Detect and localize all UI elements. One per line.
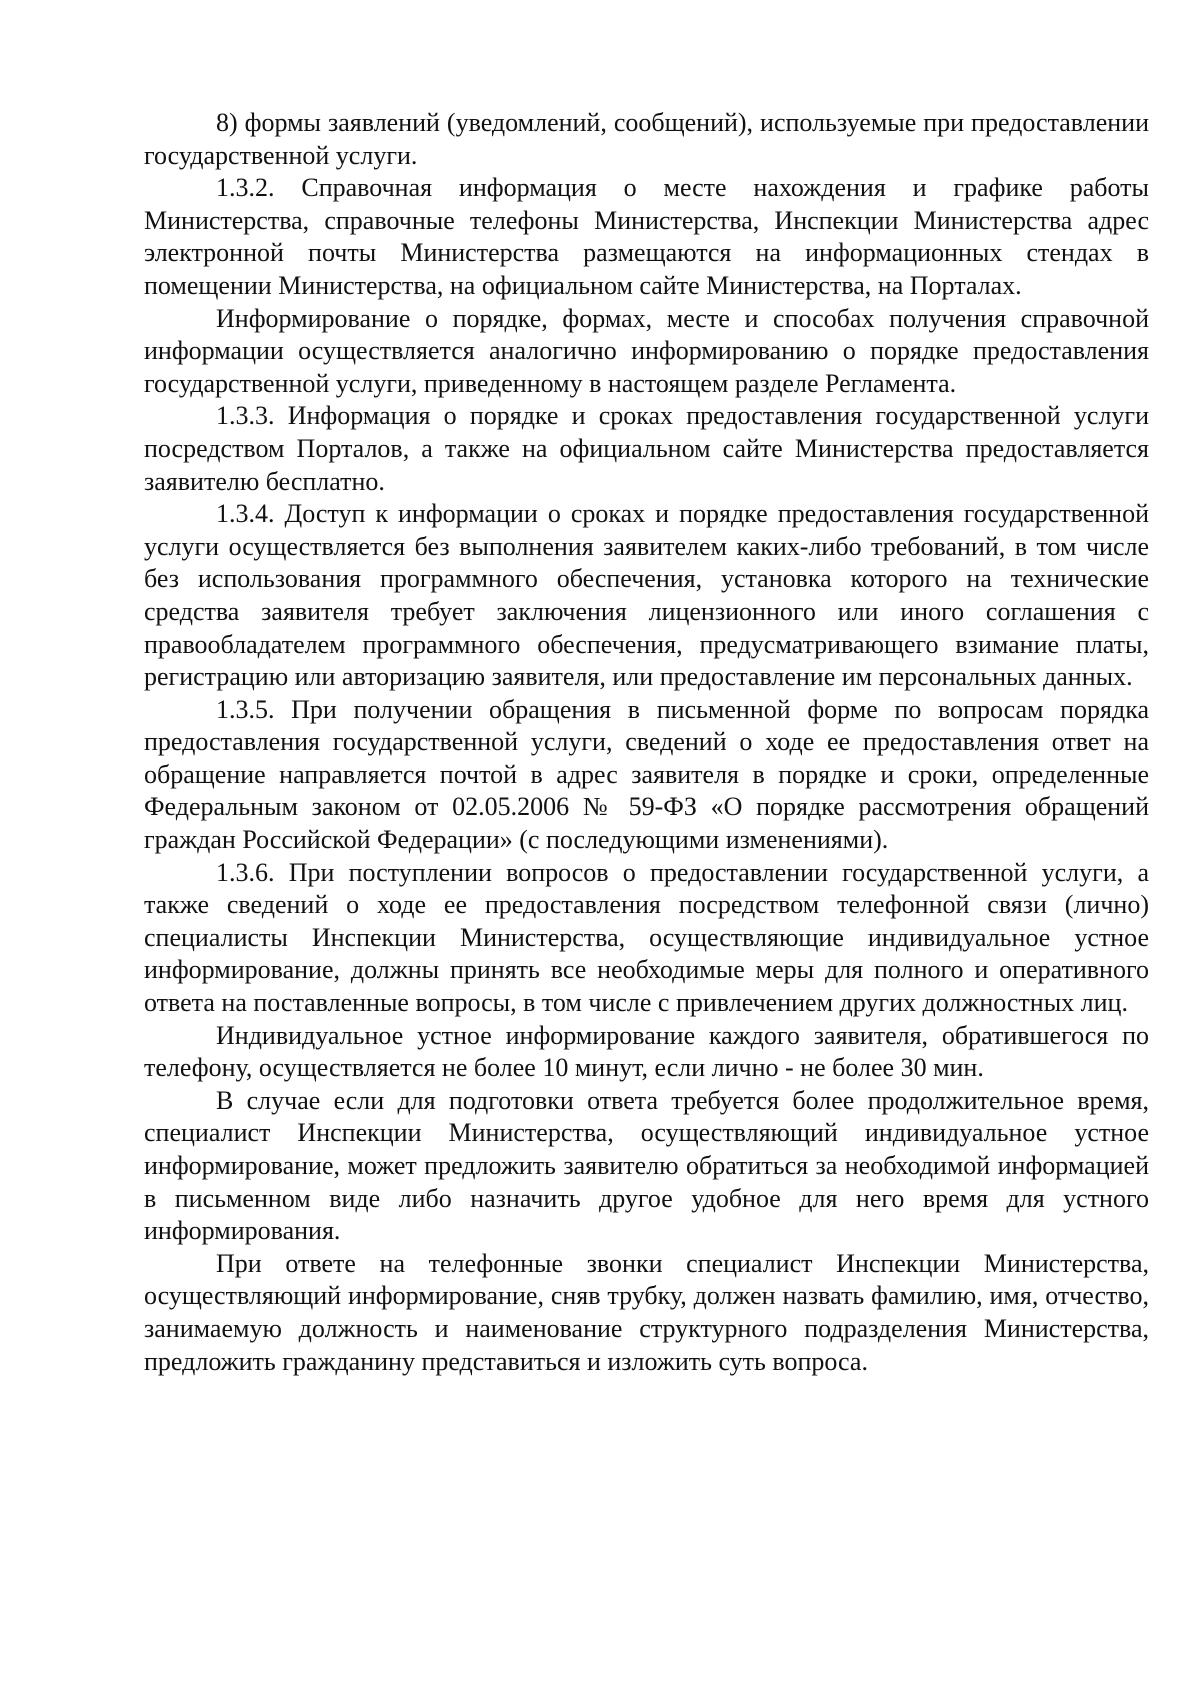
paragraph-phone-answer: При ответе на телефонные звонки специалист Инспекции Министерства, осуществляющий информирование, сняв трубку, должен назвать фамилию, имя, отчество, занимаемую должность и наименование структурного подразделения Министерства, предложить гражданину представиться и изложить суть вопроса. <box>144 1248 1149 1376</box>
paragraph-1-3-2: 1.3.2. Справочная информация о месте нахождения и графике работы Министерства, справочные телефоны Министерства, Инспекции Министерства адрес электронной почты Министерства размещаются на информационных стендах в помещении Министерства, на официальном сайте Министерства, на Порталах. <box>144 173 1149 300</box>
paragraph-individual-informing: Индивидуальное устное информирование каждого заявителя, обратившегося по телефону, осуществляется не более 10 минут, если лично - не более 30 мин. <box>144 1020 1149 1083</box>
paragraph-1-3-6: 1.3.6. При поступлении вопросов о предоставлении государственной услуги, а также сведений о ходе ее предоставления посредством телефонной связи (лично) специалисты Инспекции Министерства, осуществляющие индивидуальное устное информирование, должны принять все необходимые меры для полного и оперативного ответа на поставленные вопросы, в том числе с привлечением других должностных лиц. <box>144 857 1149 1018</box>
paragraph-1-3-5: 1.3.5. При получении обращения в письменной форме по вопросам порядка предоставления государственной услуги, сведений о ходе ее предоставления ответ на обращение направляется почтой в адрес заявителя в порядке и сроки, определенные Федеральным законом от 02.05.2006 № 59-ФЗ «О порядке рассмотрения обращений граждан Российской Федерации» (с последующими изменениями). <box>144 694 1149 855</box>
document-page <box>144 107 1149 1378</box>
paragraph-informing: Информирование о порядке, формах, месте и способах получения справочной информации осуществляется аналогично информированию о порядке предоставления государственной услуги, приведенному в настоящем разделе Регламента. <box>144 303 1149 398</box>
paragraph-item-8-forms: 8) формы заявлений (уведомлений, сообщений), используемые при предоставлении государственной услуги. <box>144 108 1149 170</box>
paragraph-longer-preparation: В случае если для подготовки ответа требуется более продолжительное время, специалист Инспекции Министерства, осуществляющий индивидуальное устное информирование, может предложить заявителю обратиться за необходимой информацией в письменном виде либо назначить другое удобное для него время для устного информирования. <box>144 1085 1149 1246</box>
paragraph-1-3-3: 1.3.3. Информация о порядке и сроках предоставления государственной услуги посредством Порталов, а также на официальном сайте Министерства предоставляется заявителю бесплатно. <box>144 401 1149 496</box>
paragraph-1-3-4: 1.3.4. Доступ к информации о сроках и порядке предоставления государственной услуги осуществляется без выполнения заявителем каких-либо требований, в том числе без использования программного обеспечения, установка которого на технические средства заявителя требует заключения лицензионного или иного соглашения с правообладателем программного обеспечения, предусматривающего взимание платы, регистрацию или авторизацию заявителя, или предоставление им персональных данных. <box>144 499 1149 692</box>
